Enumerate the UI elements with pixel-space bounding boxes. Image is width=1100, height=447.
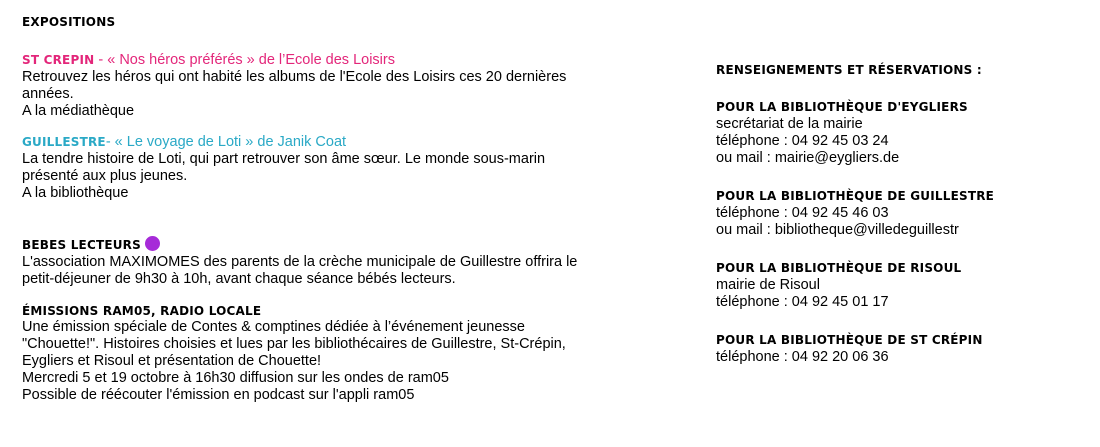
body-line: A la bibliothèque [22,185,129,201]
contact-heading: POUR LA BIBLIOTHÈQUE DE ST CRÉPIN [716,333,983,347]
section-heading: ÉMISSIONS RAM05, RADIO LOCALE [22,304,262,318]
body-line: années. [22,86,74,102]
body-line: "Chouette!". Histoires choisies et lues par les bibliothécaires de Guillestre, St-Crépin, [22,336,566,352]
body-line: L'association MAXIMOMES des parents de la crèche municipale de Guillestre offrira le [22,254,578,270]
exposition-subtitle: - « Nos héros préférés » de l’Ecole des Loisirs [94,52,395,68]
contact-line: ou mail : bibliotheque@villedeguillestr [716,222,959,238]
body-line: La tendre histoire de Loti, qui part retrouver son âme sœur. Le monde sous-marin [22,151,546,167]
body-line: Retrouvez les héros qui ont habité les albums de l'Ecole des Loisirs ces 20 dernières [22,69,567,85]
exposition-title [22,52,662,69]
exposition-place: ST CREPIN [22,53,95,67]
body-line: Possible de réécouter l'émission en podcast sur l'appli ram05 [22,387,415,403]
info-title: RENSEIGNEMENTS ET RÉSERVATIONS : [716,63,982,77]
contact-risoul [716,260,1086,311]
contact-st-crepin [716,332,1086,366]
contact-line: mairie de Risoul [716,277,820,293]
exposition-subtitle: - « Le voyage de Loti » de Janik Coat [105,134,347,150]
exposition-title [22,134,662,151]
contact-line: téléphone : 04 92 20 06 36 [716,349,889,365]
body-line: petit-déjeuner de 9h30 à 10h, avant chaque séance bébés lecteurs. [22,271,456,287]
exposition-place: GUILLESTRE [22,135,106,149]
body-line: Une émission spéciale de Contes & comptines dédiée à l’événement jeunesse [22,319,525,335]
exposition-guillestre [22,134,662,202]
contact-heading: POUR LA BIBLIOTHÈQUE DE GUILLESTRE [716,189,995,203]
contact-line: secrétariat de la mairie [716,116,863,132]
section-title [22,236,662,254]
contact-heading: POUR LA BIBLIOTHÈQUE D'EYGLIERS [716,100,968,114]
contact-line: ou mail : mairie@eygliers.de [716,150,900,166]
bebes-lecteurs-section [22,236,662,288]
left-column [22,12,662,404]
contact-line: téléphone : 04 92 45 46 03 [716,205,889,221]
contact-eygliers [716,99,1086,167]
contact-heading: POUR LA BIBLIOTHÈQUE DE RISOUL [716,261,962,275]
body-line: Mercredi 5 et 19 octobre à 16h30 diffusion sur les ondes de ram05 [22,370,449,386]
section-heading: BEBES LECTEURS [22,238,141,252]
emissions-section [22,303,662,404]
right-column [716,62,1086,366]
body-line: A la médiathèque [22,103,135,119]
contact-guillestre [716,188,1086,239]
body-line: Eygliers et Risoul et présentation de Chouette! [22,353,322,369]
exposition-st-crepin [22,52,662,120]
purple-dot-icon [145,236,160,251]
page-title: EXPOSITIONS [22,15,116,29]
body-line: présenté aux plus jeunes. [22,168,188,184]
contact-line: téléphone : 04 92 45 03 24 [716,133,889,149]
contact-line: téléphone : 04 92 45 01 17 [716,294,889,310]
